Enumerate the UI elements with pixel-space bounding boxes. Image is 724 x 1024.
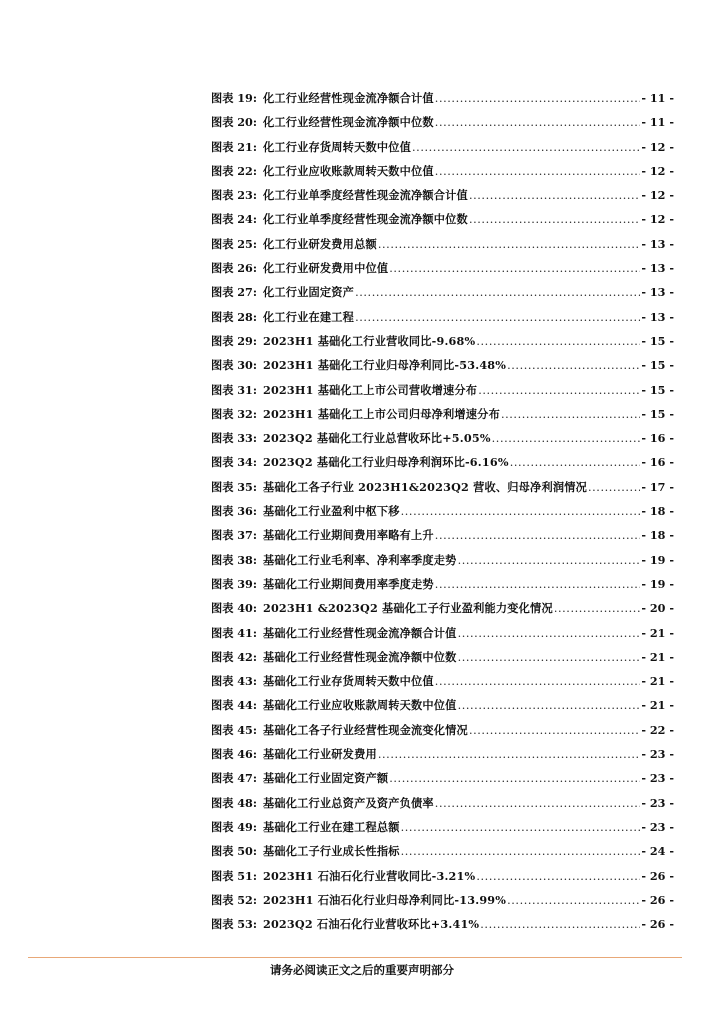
toc-dot-leader [401,505,641,518]
toc-dot-leader [435,797,641,810]
toc-entry-page-number: - 13 - [641,309,674,324]
toc-entry-label: 图表 30: [211,358,257,373]
toc-dot-leader [588,481,640,494]
toc-entry-page-number: - 13 - [641,236,674,251]
toc-entry[interactable] [211,770,674,794]
toc-entry-page-number: - 16 - [641,431,674,446]
toc-dot-leader [501,408,640,421]
toc-dot-leader [435,116,641,129]
toc-entry-page-number: - 12 - [641,188,674,203]
toc-entry-page-number: - 15 - [641,406,674,421]
toc-dot-leader [476,870,640,883]
toc-entry-page-number: - 15 - [641,333,674,348]
toc-entry-page-number: - 19 - [641,552,674,567]
toc-entry-title: 2023Q2 石油石化行业营收环比+3.41% [262,917,480,932]
toc-entry-label: 图表 21: [211,139,257,154]
toc-entry[interactable] [211,357,674,381]
toc-entry[interactable] [211,90,674,114]
toc-dot-leader [492,432,641,445]
toc-entry-title: 2023H1 基础化工行业营收同比-9.68% [262,333,476,348]
toc-entry-page-number: - 22 - [641,722,674,737]
toc-dot-leader [378,238,640,251]
toc-entry-label: 图表 46: [211,747,257,762]
toc-entry-page-number: - 21 - [641,625,674,640]
toc-dot-leader [435,675,641,688]
toc-entry-label: 图表 34: [211,455,257,470]
footer-divider [28,957,682,958]
toc-dot-leader [469,213,640,226]
toc-dot-leader [476,335,640,348]
toc-dot-leader [458,554,641,567]
toc-entry-title: 基础化工行业应收账款周转天数中位值 [262,698,457,713]
toc-dot-leader [355,286,640,299]
toc-entry-label: 图表 44: [211,698,257,713]
toc-entry-label: 图表 32: [211,406,257,421]
table-of-figures [211,90,674,940]
toc-entry[interactable] [211,479,674,503]
toc-entry-title: 化工行业经营性现金流净额中位数 [262,115,434,130]
toc-dot-leader [478,384,640,397]
toc-entry-page-number: - 12 - [641,163,674,178]
toc-entry-label: 图表 23: [211,188,257,203]
toc-dot-leader [378,748,640,761]
toc-entry-label: 图表 42: [211,649,257,664]
toc-entry-label: 图表 35: [211,479,257,494]
toc-entry-title: 基础化工各子行业经营性现金流变化情况 [262,722,468,737]
toc-entry-page-number: - 15 - [641,358,674,373]
toc-entry-title: 2023H1 石油石化行业归母净利同比-13.99% [262,892,507,907]
toc-entry-page-number: - 11 - [641,115,674,130]
toc-entry-page-number: - 26 - [641,868,674,883]
toc-entry[interactable] [211,600,674,624]
toc-entry-label: 图表 49: [211,819,257,834]
toc-entry[interactable] [211,795,674,819]
toc-entry-page-number: - 13 - [641,285,674,300]
toc-entry-label: 图表 39: [211,576,257,591]
toc-entry-label: 图表 52: [211,892,257,907]
toc-entry[interactable] [211,503,674,527]
toc-entry[interactable] [211,819,674,843]
toc-entry[interactable] [211,625,674,649]
toc-entry-title: 化工行业存货周转天数中位值 [262,139,412,154]
toc-entry[interactable] [211,382,674,406]
toc-entry[interactable] [211,430,674,454]
toc-dot-leader [458,651,641,664]
toc-entry-label: 图表 53: [211,917,257,932]
toc-entry-page-number: - 16 - [641,455,674,470]
toc-entry-title: 2023H1 基础化工上市公司归母净利增速分布 [262,406,500,421]
toc-entry-page-number: - 17 - [641,479,674,494]
toc-dot-leader [401,821,641,834]
footer-disclaimer: 请务必阅读正文之后的重要声明部分 [270,963,454,977]
toc-entry-title: 基础化工行业盈利中枢下移 [262,504,400,519]
toc-entry-page-number: - 26 - [641,892,674,907]
toc-entry[interactable] [211,892,674,916]
toc-entry-page-number: - 23 - [641,819,674,834]
toc-dot-leader [389,262,640,275]
toc-dot-leader [412,141,640,154]
toc-dot-leader [507,359,640,372]
toc-dot-leader [435,529,641,542]
toc-entry-title: 化工行业经营性现金流净额合计值 [262,91,434,105]
toc-entry-page-number: - 21 - [641,649,674,664]
toc-entry[interactable] [211,139,674,163]
toc-entry[interactable] [211,673,674,697]
toc-entry-page-number: - 12 - [641,139,674,154]
toc-entry-title: 基础化工行业存货周转天数中位值 [262,674,434,689]
toc-dot-leader [401,845,641,858]
toc-dot-leader [480,918,640,931]
toc-entry-page-number: - 24 - [641,844,674,859]
toc-entry-page-number: - 20 - [641,601,674,616]
toc-entry[interactable] [211,576,674,600]
toc-entry-title: 基础化工各子行业 2023H1&2023Q2 营收、归母净利润情况 [262,479,587,494]
toc-entry-label: 图表 50: [211,844,257,859]
toc-entry-page-number: - 18 - [641,504,674,519]
toc-entry-label: 图表 28: [211,309,257,324]
toc-entry-page-number: - 26 - [641,917,674,932]
toc-entry[interactable] [211,187,674,211]
toc-entry-label: 图表 48: [211,795,257,810]
toc-dot-leader [458,699,641,712]
toc-entry-page-number: - 13 - [641,261,674,276]
toc-entry-page-number: - 18 - [641,528,674,543]
toc-entry-title: 2023Q2 基础化工行业归母净利润环比-6.16% [262,455,509,470]
toc-entry[interactable] [211,260,674,284]
toc-entry-title: 基础化工行业经营性现金流净额合计值 [262,625,457,640]
toc-entry-page-number: - 21 - [641,674,674,689]
toc-entry[interactable] [211,649,674,673]
toc-entry-title: 化工行业在建工程 [262,309,355,324]
toc-entry-label: 图表 37: [211,528,257,543]
toc-entry-label: 图表 43: [211,674,257,689]
toc-entry-title: 基础化工行业总资产及资产负债率 [262,795,434,810]
toc-entry-title: 化工行业单季度经营性现金流净额合计值 [262,188,468,203]
toc-entry-title: 基础化工行业经营性现金流净额中位数 [262,649,457,664]
toc-entry-label: 图表 38: [211,552,257,567]
toc-entry-title: 2023H1 基础化工上市公司营收增速分布 [262,382,478,397]
toc-dot-leader [355,311,640,324]
toc-entry-label: 图表 51: [211,868,257,883]
toc-entry-label: 图表 47: [211,771,257,786]
toc-entry[interactable] [211,527,674,551]
toc-entry[interactable] [211,236,674,260]
toc-entry[interactable] [211,722,674,746]
toc-entry-title: 2023H1 基础化工行业归母净利同比-53.48% [262,358,507,373]
toc-entry-label: 图表 31: [211,382,257,397]
toc-dot-leader [554,602,641,615]
toc-entry-title: 基础化工行业固定资产额 [262,771,389,786]
toc-entry-label: 图表 40: [211,601,257,616]
toc-entry-title: 2023H1 石油石化行业营收同比-3.21% [262,868,476,883]
toc-entry-title: 2023Q2 基础化工行业总营收环比+5.05% [262,431,491,446]
toc-entry[interactable] [211,552,674,576]
toc-entry[interactable] [211,916,674,940]
toc-entry[interactable] [211,454,674,478]
toc-dot-leader [510,456,641,469]
toc-entry-label: 图表 45: [211,722,257,737]
toc-entry-label: 图表 26: [211,261,257,276]
toc-entry[interactable] [211,211,674,235]
toc-entry-title: 化工行业单季度经营性现金流净额中位数 [262,212,468,227]
toc-entry-page-number: - 15 - [641,382,674,397]
toc-entry-label: 图表 27: [211,285,257,300]
toc-dot-leader [435,165,641,178]
toc-dot-leader [389,772,640,785]
toc-entry[interactable] [211,868,674,892]
toc-entry[interactable] [211,163,674,187]
toc-entry-page-number: - 11 - [641,91,674,105]
toc-entry-title: 基础化工行业研发费用 [262,747,377,762]
toc-entry-title: 化工行业研发费用中位值 [262,261,389,276]
toc-entry-title: 化工行业固定资产 [262,285,355,300]
toc-dot-leader [469,189,640,202]
toc-entry-page-number: - 23 - [641,747,674,762]
toc-entry-page-number: - 23 - [641,771,674,786]
toc-entry-title: 基础化工子行业成长性指标 [262,844,400,859]
toc-dot-leader [435,578,641,591]
toc-entry-page-number: - 23 - [641,795,674,810]
toc-dot-leader [469,724,640,737]
toc-entry-label: 图表 41: [211,625,257,640]
toc-entry[interactable] [211,114,674,138]
toc-entry-label: 图表 25: [211,236,257,251]
toc-entry[interactable] [211,406,674,430]
toc-entry-title: 基础化工行业毛利率、净利率季度走势 [262,552,457,567]
toc-entry-title: 基础化工行业期间费用率季度走势 [262,576,434,591]
toc-entry[interactable] [211,697,674,721]
toc-entry-label: 图表 29: [211,333,257,348]
toc-dot-leader [435,92,641,105]
toc-entry-label: 图表 20: [211,115,257,130]
toc-entry[interactable] [211,843,674,867]
toc-entry-title: 化工行业应收账款周转天数中位值 [262,163,434,178]
toc-entry-page-number: - 12 - [641,212,674,227]
toc-entry[interactable] [211,746,674,770]
toc-entry-page-number: - 19 - [641,576,674,591]
toc-dot-leader [507,894,640,907]
toc-entry-label: 图表 24: [211,212,257,227]
toc-entry-label: 图表 36: [211,504,257,519]
toc-entry-title: 化工行业研发费用总额 [262,236,377,251]
toc-entry-label: 图表 19: [211,91,257,105]
toc-entry[interactable] [211,284,674,308]
toc-entry-label: 图表 33: [211,431,257,446]
toc-entry-page-number: - 21 - [641,698,674,713]
toc-entry-title: 基础化工行业在建工程总额 [262,819,400,834]
toc-entry[interactable] [211,309,674,333]
toc-dot-leader [458,627,641,640]
toc-entry[interactable] [211,333,674,357]
toc-entry-title: 基础化工行业期间费用率略有上升 [262,528,434,543]
toc-entry-label: 图表 22: [211,163,257,178]
toc-entry-title: 2023H1 &2023Q2 基础化工子行业盈利能力变化情况 [262,601,553,616]
